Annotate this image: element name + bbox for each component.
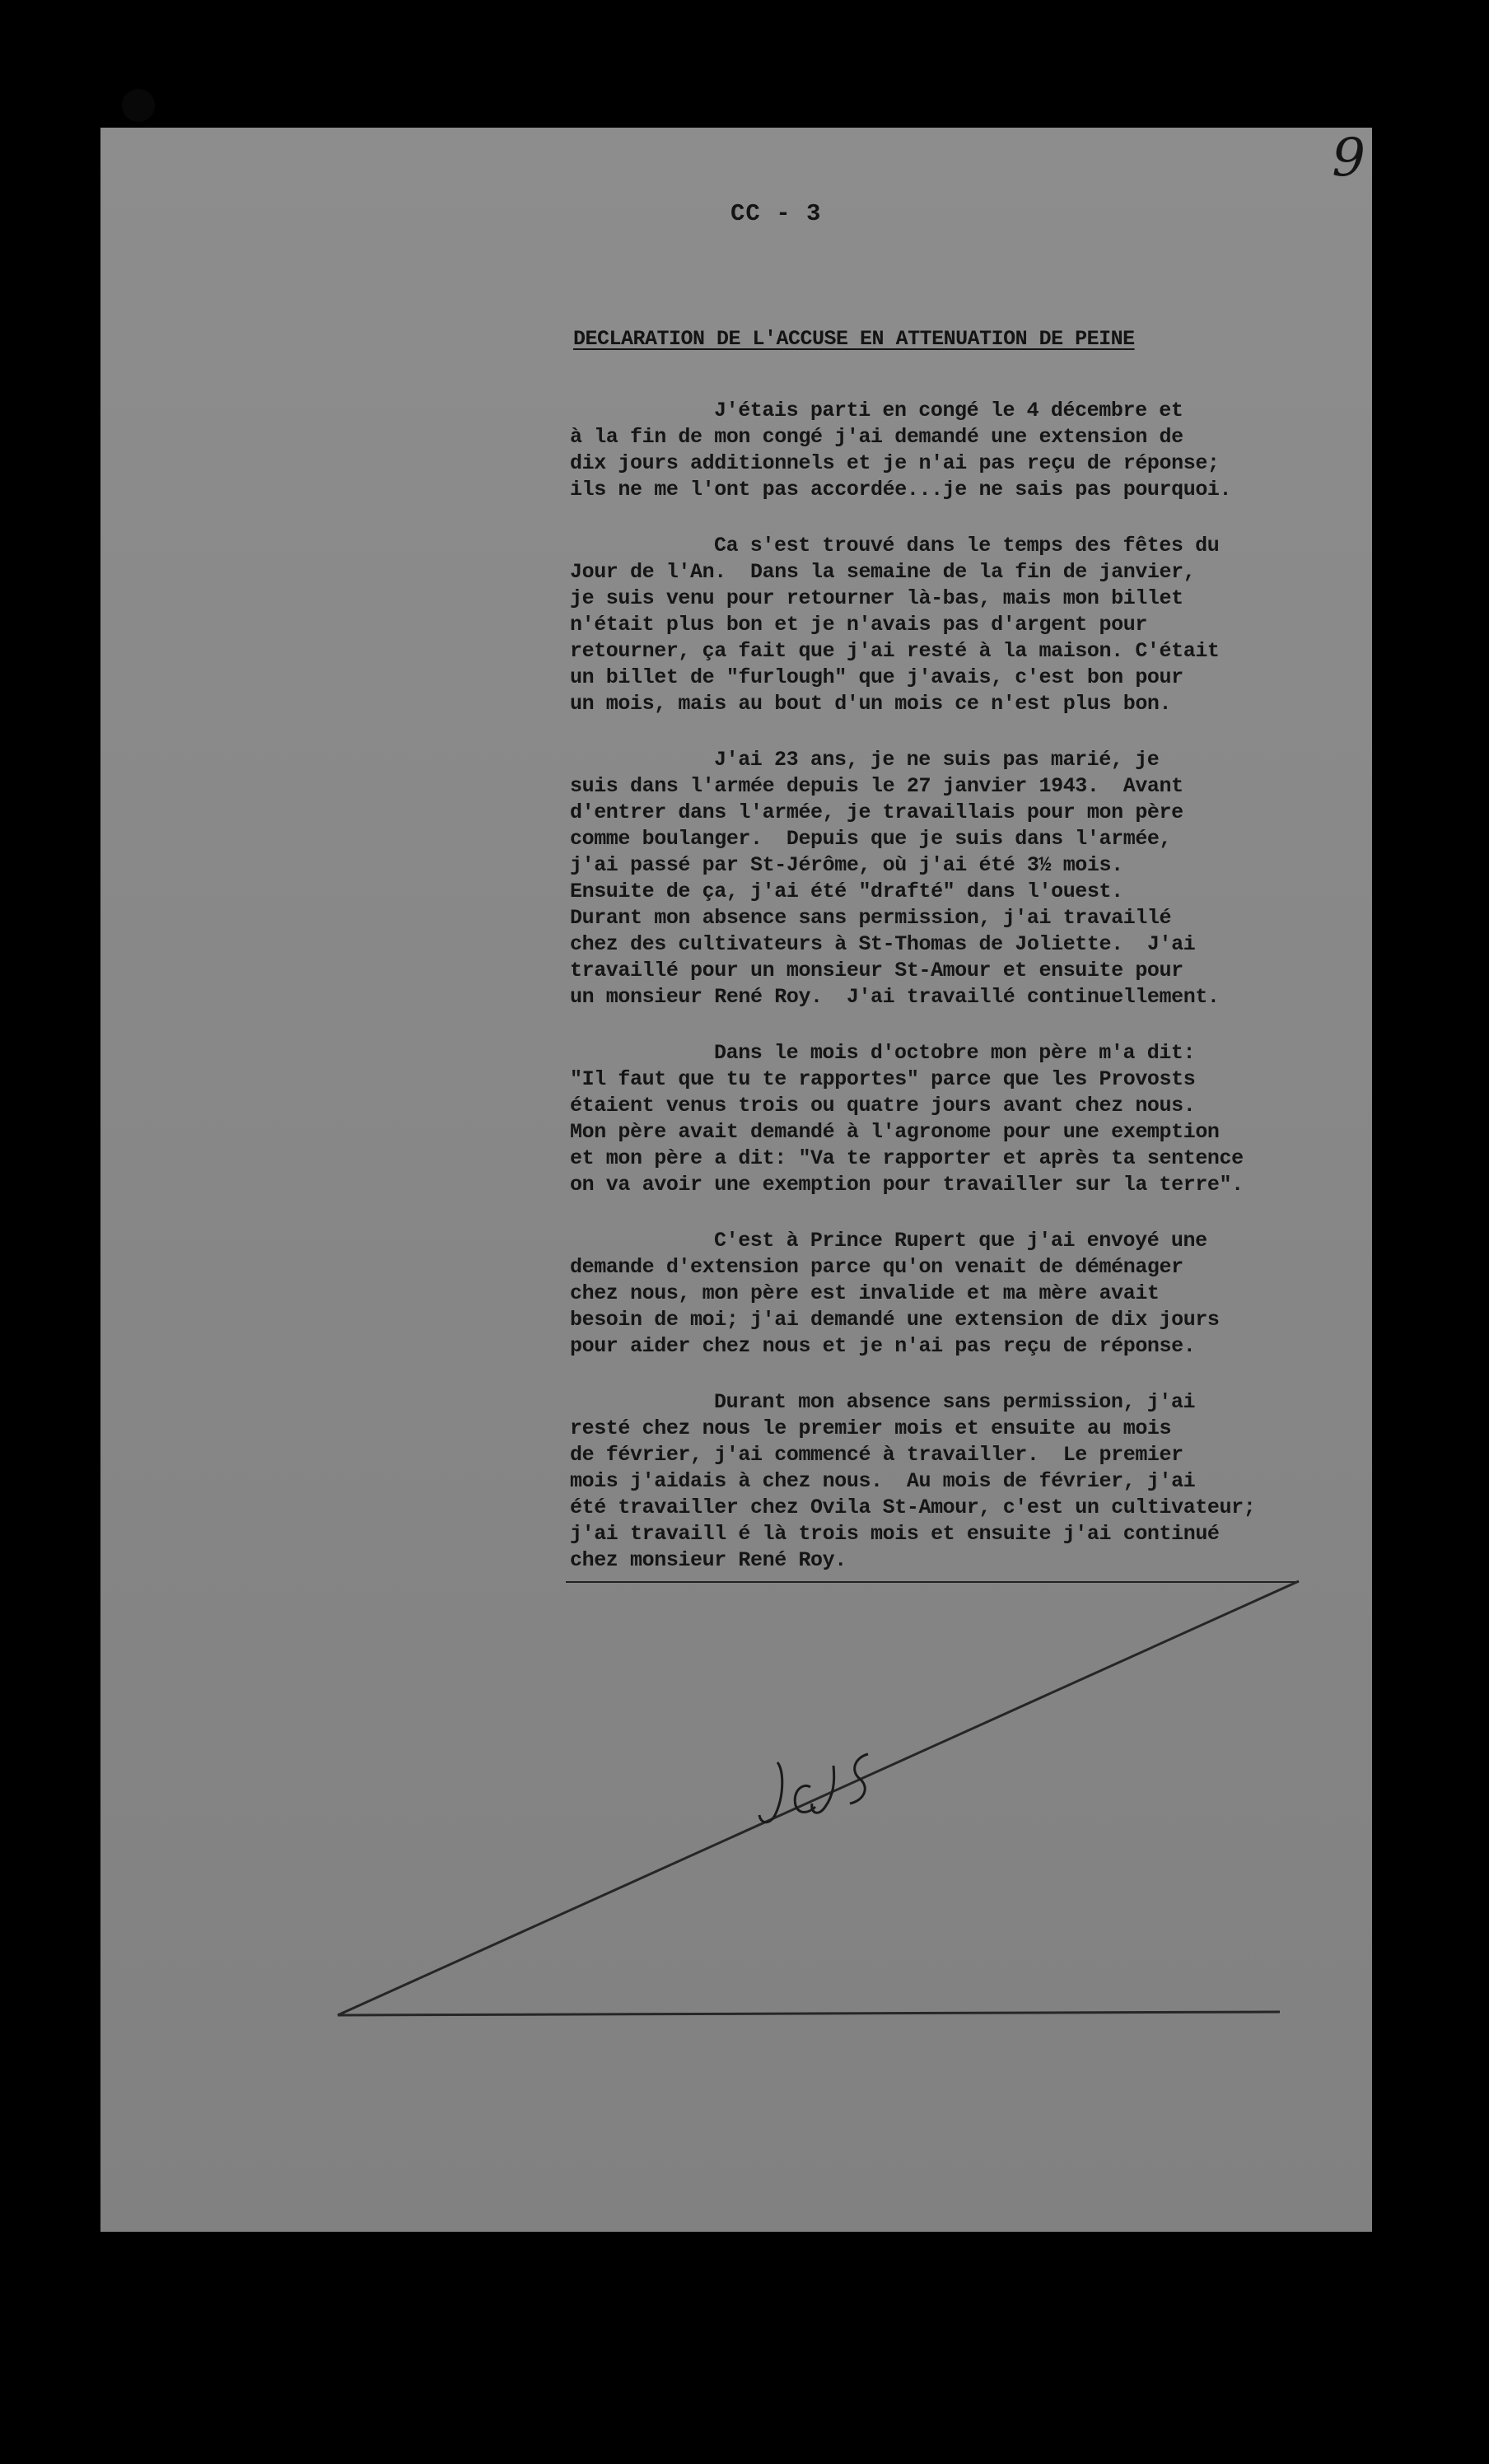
text-line: pour aider chez nous et je n'ai pas reçu de réponse.: [570, 1334, 1196, 1358]
text-line: d'entrer dans l'armée, je travaillais pour mon père: [570, 800, 1183, 824]
text-line: Durant mon absence sans permission, j'ai travaillé: [570, 906, 1172, 930]
text-line: J'ai 23 ans, je ne suis pas marié, je: [714, 748, 1160, 772]
text-line: été travailler chez Ovila St-Amour, c'est un cultivateur;: [570, 1496, 1256, 1519]
page-number: 9: [1332, 128, 1365, 189]
text-line: un billet de "furlough" que j'avais, c'est bon pour: [570, 665, 1183, 689]
text-line: Ensuite de ça, j'ai été "drafté" dans l'ouest.: [570, 880, 1123, 903]
text-line: resté chez nous le premier mois et ensuite au mois: [570, 1416, 1172, 1440]
text-line: travaillé pour un monsieur St-Amour et ensuite pour: [570, 959, 1183, 982]
header-code: CC - 3: [730, 200, 822, 227]
text-line: dix jours additionnels et je n'ai pas reçu de réponse;: [570, 451, 1220, 475]
text-line: étaient venus trois ou quatre jours avant chez nous.: [570, 1094, 1196, 1118]
text-line: j'ai travaill é là trois mois et ensuite j'ai continué: [570, 1522, 1220, 1546]
text-line: Jour de l'An. Dans la semaine de la fin de janvier,: [570, 560, 1196, 584]
cancellation-strike: [100, 128, 1372, 2232]
text-line: demande d'extension parce qu'on venait de déménager: [570, 1255, 1183, 1279]
text-line: ils ne me l'ont pas accordée...je ne sais pas pourquoi.: [570, 478, 1232, 502]
text-line: de février, j'ai commencé à travailler. Le premier: [570, 1443, 1183, 1467]
text-line: à la fin de mon congé j'ai demandé une extension de: [570, 425, 1183, 449]
document-title: DECLARATION DE L'ACCUSE EN ATTENUATION DE PEINE: [573, 327, 1135, 351]
text-line: C'est à Prince Rupert que j'ai envoyé une: [714, 1229, 1207, 1253]
text-line: chez des cultivateurs à St-Thomas de Joliette. J'ai: [570, 932, 1196, 956]
text-line: j'ai passé par St-Jérôme, où j'ai été 3½ mois.: [570, 853, 1123, 877]
text-line: Dans le mois d'octobre mon père m'a dit:: [714, 1041, 1196, 1065]
document-page: [100, 128, 1372, 2232]
text-line: je suis venu pour retourner là-bas, mais mon billet: [570, 586, 1183, 610]
text-line: suis dans l'armée depuis le 27 janvier 1943. Avant: [570, 774, 1183, 798]
text-line: J'étais parti en congé le 4 décembre et: [714, 399, 1183, 422]
text-line: et mon père a dit: "Va te rapporter et après ta sentence: [570, 1146, 1244, 1170]
text-line: besoin de moi; j'ai demandé une extension de dix jours: [570, 1308, 1220, 1332]
text-line: n'était plus bon et je n'avais pas d'argent pour: [570, 613, 1147, 637]
text-line: retourner, ça fait que j'ai resté à la maison. C'était: [570, 639, 1220, 663]
text-line: un monsieur René Roy. J'ai travaillé continuellement.: [570, 985, 1220, 1009]
text-line: comme boulanger. Depuis que je suis dans l'armée,: [570, 827, 1172, 851]
text-line: mois j'aidais à chez nous. Au mois de février, j'ai: [570, 1469, 1196, 1493]
text-line: Durant mon absence sans permission, j'ai: [714, 1390, 1196, 1414]
text-line: on va avoir une exemption pour travailler sur la terre".: [570, 1173, 1244, 1197]
punch-hole: [122, 89, 155, 122]
text-line: "Il faut que tu te rapportes" parce que les Provosts: [570, 1067, 1196, 1091]
text-line: Ca s'est trouvé dans le temps des fêtes du: [714, 534, 1220, 558]
text-line: Mon père avait demandé à l'agronome pour une exemption: [570, 1120, 1220, 1144]
handwritten-initials: [753, 1746, 885, 1845]
text-line: chez monsieur René Roy.: [570, 1548, 847, 1572]
text-line: chez nous, mon père est invalide et ma mère avait: [570, 1281, 1160, 1305]
text-line: un mois, mais au bout d'un mois ce n'est plus bon.: [570, 692, 1172, 716]
